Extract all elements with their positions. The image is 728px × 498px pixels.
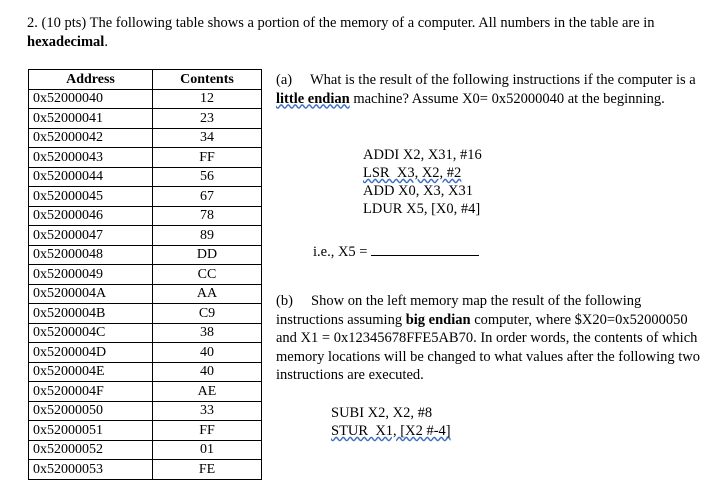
- cell-address: 0x52000042: [29, 128, 153, 148]
- table-row: [29, 128, 262, 148]
- cell-address: 0x52000041: [29, 109, 153, 129]
- cell-contents: 33: [153, 401, 262, 421]
- cell-address: 0x52000051: [29, 421, 153, 441]
- cell-address: 0x5200004E: [29, 362, 153, 382]
- question-emphasis: hexadecimal: [27, 34, 105, 50]
- question-points: (10 pts): [41, 15, 87, 31]
- cell-contents: FF: [153, 148, 262, 168]
- table-row: [29, 167, 262, 187]
- table-row: [29, 206, 262, 226]
- cell-contents: 67: [153, 187, 262, 207]
- cell-address: 0x5200004A: [29, 284, 153, 304]
- cell-address: 0x5200004F: [29, 382, 153, 402]
- cell-contents: FE: [153, 460, 262, 480]
- cell-contents: 38: [153, 323, 262, 343]
- table-row: [29, 401, 262, 421]
- instruction-a-2: LSR X3, X2, #2: [363, 165, 462, 181]
- cell-address: 0x5200004C: [29, 323, 153, 343]
- question-text-end: .: [104, 34, 108, 50]
- cell-contents: CC: [153, 265, 262, 285]
- cell-contents: 78: [153, 206, 262, 226]
- header-contents: Contents: [153, 70, 262, 90]
- table-row: [29, 109, 262, 129]
- cell-address: 0x52000046: [29, 206, 153, 226]
- table-row: [29, 421, 262, 441]
- cell-contents: 01: [153, 440, 262, 460]
- cell-address: 0x52000053: [29, 460, 153, 480]
- table-row: [29, 284, 262, 304]
- part-a-text: What is the result of the following instructions if the computer is a: [309, 72, 696, 88]
- cell-contents: 89: [153, 226, 262, 246]
- table-row: [29, 343, 262, 363]
- part-a-question: [276, 71, 706, 108]
- answer-line: [313, 241, 479, 261]
- cell-contents: 12: [153, 89, 262, 109]
- table-row: [29, 323, 262, 343]
- cell-address: 0x52000045: [29, 187, 153, 207]
- cell-contents: 56: [153, 167, 262, 187]
- header-address: Address: [29, 70, 153, 90]
- answer-blank[interactable]: [371, 241, 479, 256]
- cell-address: 0x5200004B: [29, 304, 153, 324]
- table-row: [29, 362, 262, 382]
- part-b-text: Show on the left memory map the result of the following instructions assuming: [276, 293, 642, 328]
- table-row: [29, 382, 262, 402]
- instruction-a-4: LDUR X5, [X0, #4]: [363, 201, 481, 217]
- cell-contents: FF: [153, 421, 262, 441]
- cell-contents: AA: [153, 284, 262, 304]
- cell-address: 0x52000047: [29, 226, 153, 246]
- instruction-b-2: STUR X1, [X2 #-4]: [331, 423, 451, 439]
- cell-contents: DD: [153, 245, 262, 265]
- question-text: The following table shows a portion of the memory of a computer. All numbers in the table are in: [89, 15, 655, 31]
- cell-address: 0x52000052: [29, 440, 153, 460]
- part-a-bold: little endian: [276, 90, 350, 107]
- table-row: [29, 89, 262, 109]
- table-row: [29, 460, 262, 480]
- table-row: [29, 226, 262, 246]
- question-number: 2.: [27, 15, 38, 31]
- cell-address: 0x52000040: [29, 89, 153, 109]
- cell-address: 0x5200004D: [29, 343, 153, 363]
- cell-contents: 23: [153, 109, 262, 129]
- table-row: [29, 245, 262, 265]
- cell-contents: AE: [153, 382, 262, 402]
- part-b-label: (b): [276, 293, 293, 309]
- table-header-row: [29, 70, 262, 90]
- table-row: [29, 304, 262, 324]
- cell-contents: 40: [153, 343, 262, 363]
- answer-label: i.e., X5 =: [313, 244, 368, 260]
- cell-address: 0x52000049: [29, 265, 153, 285]
- part-b-bold: big endian: [405, 311, 471, 328]
- table-row: [29, 440, 262, 460]
- part-a-label: (a): [276, 72, 293, 88]
- part-a-text-end: machine? Assume X0= 0x52000040 at the beginning.: [349, 90, 665, 107]
- table-row: [29, 265, 262, 285]
- cell-address: 0x52000050: [29, 401, 153, 421]
- instruction-b-1: SUBI X2, X2, #8: [331, 405, 433, 421]
- cell-address: 0x52000048: [29, 245, 153, 265]
- cell-address: 0x52000043: [29, 148, 153, 168]
- cell-address: 0x52000044: [29, 167, 153, 187]
- memory-table: [28, 69, 262, 480]
- part-b-question: [276, 292, 706, 385]
- instruction-a-3: ADD X0, X3, X31: [363, 183, 473, 199]
- cell-contents: 34: [153, 128, 262, 148]
- table-row: [29, 187, 262, 207]
- question-header: [27, 14, 717, 52]
- cell-contents: 40: [153, 362, 262, 382]
- table-row: [29, 148, 262, 168]
- cell-contents: C9: [153, 304, 262, 324]
- instruction-a-1: ADDI X2, X31, #16: [363, 147, 482, 163]
- part-b-text-end: computer, where $X20=0x52000050 and X1 = 0x12345678FFE5AB70. In order words, the contents of which memory locations will be changed to what values after the following two instructions are executed.: [276, 311, 701, 383]
